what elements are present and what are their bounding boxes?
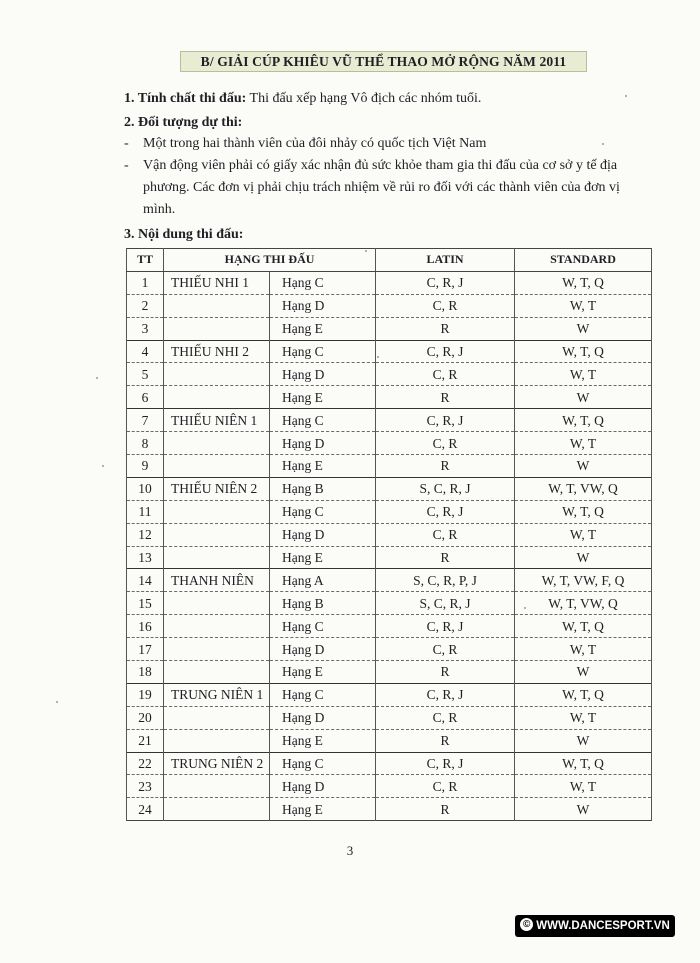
row-latin: C, R, J bbox=[376, 271, 515, 294]
row-class: Hạng E bbox=[270, 386, 376, 409]
row-latin: S, C, R, J bbox=[376, 477, 515, 500]
row-latin: C, R, J bbox=[376, 500, 515, 523]
table-row bbox=[127, 615, 652, 638]
section-3-label: 3. Nội dung thi đấu: bbox=[124, 227, 244, 242]
copyright-icon: © bbox=[520, 918, 533, 931]
row-group bbox=[164, 294, 270, 317]
row-number: 6 bbox=[127, 386, 164, 409]
row-class: Hạng C bbox=[270, 500, 376, 523]
row-standard: W, T, Q bbox=[515, 752, 652, 775]
row-group bbox=[164, 615, 270, 638]
bullet-text: Một trong hai thành viên của đôi nhảy có quốc tịch Việt Nam bbox=[143, 136, 487, 151]
row-latin: C, R, J bbox=[376, 615, 515, 638]
row-group bbox=[164, 638, 270, 661]
row-standard: W bbox=[515, 661, 652, 684]
table-row bbox=[127, 729, 652, 752]
row-latin: C, R bbox=[376, 523, 515, 546]
row-standard: W, T, Q bbox=[515, 271, 652, 294]
row-latin: C, R, J bbox=[376, 752, 515, 775]
header-category: HẠNG THI ĐẤU bbox=[164, 249, 376, 272]
row-latin: C, R, J bbox=[376, 340, 515, 363]
row-latin: C, R bbox=[376, 706, 515, 729]
row-class: Hạng B bbox=[270, 477, 376, 500]
row-standard: W, T bbox=[515, 432, 652, 455]
row-standard: W, T bbox=[515, 363, 652, 386]
row-number: 1 bbox=[127, 271, 164, 294]
row-number: 16 bbox=[127, 615, 164, 638]
table-row bbox=[127, 683, 652, 706]
row-standard: W, T, Q bbox=[515, 500, 652, 523]
table-row bbox=[127, 294, 652, 317]
row-group bbox=[164, 706, 270, 729]
row-number: 15 bbox=[127, 592, 164, 615]
watermark-badge bbox=[515, 915, 675, 937]
row-standard: W bbox=[515, 317, 652, 340]
row-number: 3 bbox=[127, 317, 164, 340]
row-number: 4 bbox=[127, 340, 164, 363]
table-row bbox=[127, 386, 652, 409]
table-row bbox=[127, 455, 652, 478]
row-group bbox=[164, 523, 270, 546]
row-standard: W, T, VW, Q bbox=[515, 477, 652, 500]
row-group bbox=[164, 592, 270, 615]
row-class: Hạng D bbox=[270, 775, 376, 798]
document-page: B/ GIẢI CÚP KHIÊU VŨ THỂ THAO MỞ RỘNG NĂM 2011 1. Tính chất thi đấu: Thi đấu xếp hạng Vô địch các nhóm tuổi. 2. Đối tượng dự thi: - Một trong hai thành viên của đôi nhảy có quốc tịch Việt Nam - Vận động viên phải có giấy xác nhận đủ sức khỏe tham gia thi đấu của cơ sở y tế địa phương. Các đơn vị phải chịu trách nhiệm về rủi ro đối với các thành viên của đơn vị mình. 3. Nội dung thi đấu: TT HẠNG THI ĐẤU LATIN STANDARD 1 THIẾU NHI 1 Hạng C C, R, J W, T, Q 2 Hạng D C, R W, T 3 Hạng E R W 4 THIẾU NHI 2 Hạng C C, R, J W, T, Q 5 Hạng D C, R W, T 6 Hạng E R W 7 THIẾU NIÊN 1 Hạng C C, R, J W, T, Q 8 Hạng D C, R W, T 9 Hạng E R W 10 THIẾU NIÊN 2 Hạng B S, C, R, J W, T, VW, Q 11 Hạng C C, R, J W, T, Q 12 Hạng D C, R W, T 13 Hạng E R W 14 THANH NIÊN Hạng A S, C, R, P, J W, T, VW, F, Q 15 Hạng B S, C, R, J W, T, VW, Q 16 Hạng C C, R, J W, T, Q 17 Hạng D C, R W, T 18 Hạng E R W 19 TRUNG NIÊN 1 Hạng C C, R, J W, T, Q 20 Hạng D C, R W, T 21 Hạng E R W 22 TRUNG NIÊN 2 Hạng C C, R, J W, T, Q 23 Hạng D C, R W, T 24 Hạng E R W 3 © WWW.DANCESPORT.VN bbox=[0, 0, 700, 963]
table-row bbox=[127, 500, 652, 523]
table-row bbox=[127, 706, 652, 729]
row-group bbox=[164, 455, 270, 478]
row-group: THIẾU NIÊN 1 bbox=[164, 409, 270, 432]
document-title: B/ GIẢI CÚP KHIÊU VŨ THỂ THAO MỞ RỘNG NĂM 2011 bbox=[180, 51, 587, 72]
row-class: Hạng E bbox=[270, 661, 376, 684]
row-number: 14 bbox=[127, 569, 164, 592]
watermark-text: WWW.DANCESPORT.VN bbox=[536, 920, 670, 932]
table-header-row bbox=[127, 249, 652, 272]
table-row bbox=[127, 798, 652, 821]
section-1-text: Thi đấu xếp hạng Vô địch các nhóm tuổi. bbox=[246, 91, 482, 106]
row-class: Hạng C bbox=[270, 752, 376, 775]
row-class: Hạng D bbox=[270, 523, 376, 546]
row-standard: W, T, Q bbox=[515, 409, 652, 432]
row-number: 7 bbox=[127, 409, 164, 432]
row-standard: W bbox=[515, 729, 652, 752]
row-standard: W, T bbox=[515, 638, 652, 661]
row-latin: R bbox=[376, 455, 515, 478]
row-standard: W bbox=[515, 386, 652, 409]
row-latin: C, R bbox=[376, 432, 515, 455]
row-class: Hạng D bbox=[270, 363, 376, 386]
row-group bbox=[164, 798, 270, 821]
row-standard: W bbox=[515, 455, 652, 478]
row-standard: W, T, VW, F, Q bbox=[515, 569, 652, 592]
row-standard: W, T, VW, Q bbox=[515, 592, 652, 615]
row-class: Hạng D bbox=[270, 432, 376, 455]
row-latin: C, R, J bbox=[376, 683, 515, 706]
row-class: Hạng C bbox=[270, 271, 376, 294]
row-number: 21 bbox=[127, 729, 164, 752]
row-class: Hạng E bbox=[270, 798, 376, 821]
row-class: Hạng D bbox=[270, 294, 376, 317]
row-group bbox=[164, 775, 270, 798]
row-latin: C, R, J bbox=[376, 409, 515, 432]
table-row bbox=[127, 271, 652, 294]
row-latin: C, R bbox=[376, 638, 515, 661]
row-number: 24 bbox=[127, 798, 164, 821]
row-latin: C, R bbox=[376, 363, 515, 386]
row-class: Hạng E bbox=[270, 729, 376, 752]
row-standard: W bbox=[515, 546, 652, 569]
row-group bbox=[164, 363, 270, 386]
row-group bbox=[164, 432, 270, 455]
row-class: Hạng C bbox=[270, 615, 376, 638]
row-number: 10 bbox=[127, 477, 164, 500]
row-group bbox=[164, 546, 270, 569]
row-standard: W, T bbox=[515, 775, 652, 798]
table-row bbox=[127, 363, 652, 386]
header-tt: TT bbox=[127, 249, 164, 272]
row-class: Hạng C bbox=[270, 683, 376, 706]
competition-table bbox=[126, 248, 652, 821]
section-1-label: 1. Tính chất thi đấu: bbox=[124, 91, 247, 106]
row-number: 5 bbox=[127, 363, 164, 386]
table-body bbox=[127, 271, 652, 820]
row-group bbox=[164, 661, 270, 684]
header-standard: STANDARD bbox=[515, 249, 652, 272]
row-class: Hạng C bbox=[270, 340, 376, 363]
table-row bbox=[127, 752, 652, 775]
table-row bbox=[127, 661, 652, 684]
table-row bbox=[127, 592, 652, 615]
row-group: THIẾU NHI 2 bbox=[164, 340, 270, 363]
row-standard: W bbox=[515, 798, 652, 821]
row-standard: W, T bbox=[515, 294, 652, 317]
row-group: TRUNG NIÊN 1 bbox=[164, 683, 270, 706]
row-group: TRUNG NIÊN 2 bbox=[164, 752, 270, 775]
row-latin: R bbox=[376, 729, 515, 752]
section-2-label: 2. Đối tượng dự thi: bbox=[124, 115, 243, 130]
row-number: 12 bbox=[127, 523, 164, 546]
row-latin: R bbox=[376, 661, 515, 684]
row-number: 9 bbox=[127, 455, 164, 478]
table-row bbox=[127, 409, 652, 432]
row-group: THANH NIÊN bbox=[164, 569, 270, 592]
row-number: 22 bbox=[127, 752, 164, 775]
row-group: THIẾU NIÊN 2 bbox=[164, 477, 270, 500]
row-number: 20 bbox=[127, 706, 164, 729]
header-latin: LATIN bbox=[376, 249, 515, 272]
section-competition-nature bbox=[124, 89, 481, 109]
row-class: Hạng E bbox=[270, 455, 376, 478]
table-row bbox=[127, 432, 652, 455]
row-number: 8 bbox=[127, 432, 164, 455]
row-standard: W, T bbox=[515, 706, 652, 729]
row-latin: R bbox=[376, 546, 515, 569]
table-row bbox=[127, 775, 652, 798]
row-class: Hạng A bbox=[270, 569, 376, 592]
row-class: Hạng D bbox=[270, 638, 376, 661]
page-number: 3 bbox=[346, 843, 354, 858]
table-row bbox=[127, 340, 652, 363]
table-row bbox=[127, 546, 652, 569]
row-class: Hạng C bbox=[270, 409, 376, 432]
row-latin: R bbox=[376, 317, 515, 340]
section-participants-heading bbox=[124, 113, 242, 133]
table-row bbox=[127, 523, 652, 546]
row-number: 2 bbox=[127, 294, 164, 317]
row-standard: W, T, Q bbox=[515, 340, 652, 363]
row-group: THIẾU NHI 1 bbox=[164, 271, 270, 294]
row-latin: C, R bbox=[376, 294, 515, 317]
table-row bbox=[127, 477, 652, 500]
row-group bbox=[164, 317, 270, 340]
row-class: Hạng E bbox=[270, 317, 376, 340]
row-latin: R bbox=[376, 386, 515, 409]
row-class: Hạng E bbox=[270, 546, 376, 569]
table-row bbox=[127, 569, 652, 592]
row-group bbox=[164, 500, 270, 523]
row-class: Hạng B bbox=[270, 592, 376, 615]
row-number: 19 bbox=[127, 683, 164, 706]
row-latin: R bbox=[376, 798, 515, 821]
row-group bbox=[164, 386, 270, 409]
row-standard: W, T, Q bbox=[515, 683, 652, 706]
row-number: 18 bbox=[127, 661, 164, 684]
row-standard: W, T, Q bbox=[515, 615, 652, 638]
row-group bbox=[164, 729, 270, 752]
row-number: 13 bbox=[127, 546, 164, 569]
row-latin: S, C, R, P, J bbox=[376, 569, 515, 592]
section-content-heading bbox=[124, 225, 243, 245]
row-class: Hạng D bbox=[270, 706, 376, 729]
table-row bbox=[127, 317, 652, 340]
row-latin: C, R bbox=[376, 775, 515, 798]
row-standard: W, T bbox=[515, 523, 652, 546]
row-number: 11 bbox=[127, 500, 164, 523]
bullet-text: Vận động viên phải có giấy xác nhận đủ sức khỏe tham gia thi đấu của cơ sở y tế địa phương. Các đơn vị phải chịu trách nhiệm về rủi ro đối với các thành viên của đơn vị mình. bbox=[143, 158, 620, 217]
row-number: 17 bbox=[127, 638, 164, 661]
row-latin: S, C, R, J bbox=[376, 592, 515, 615]
table-row bbox=[127, 638, 652, 661]
row-number: 23 bbox=[127, 775, 164, 798]
